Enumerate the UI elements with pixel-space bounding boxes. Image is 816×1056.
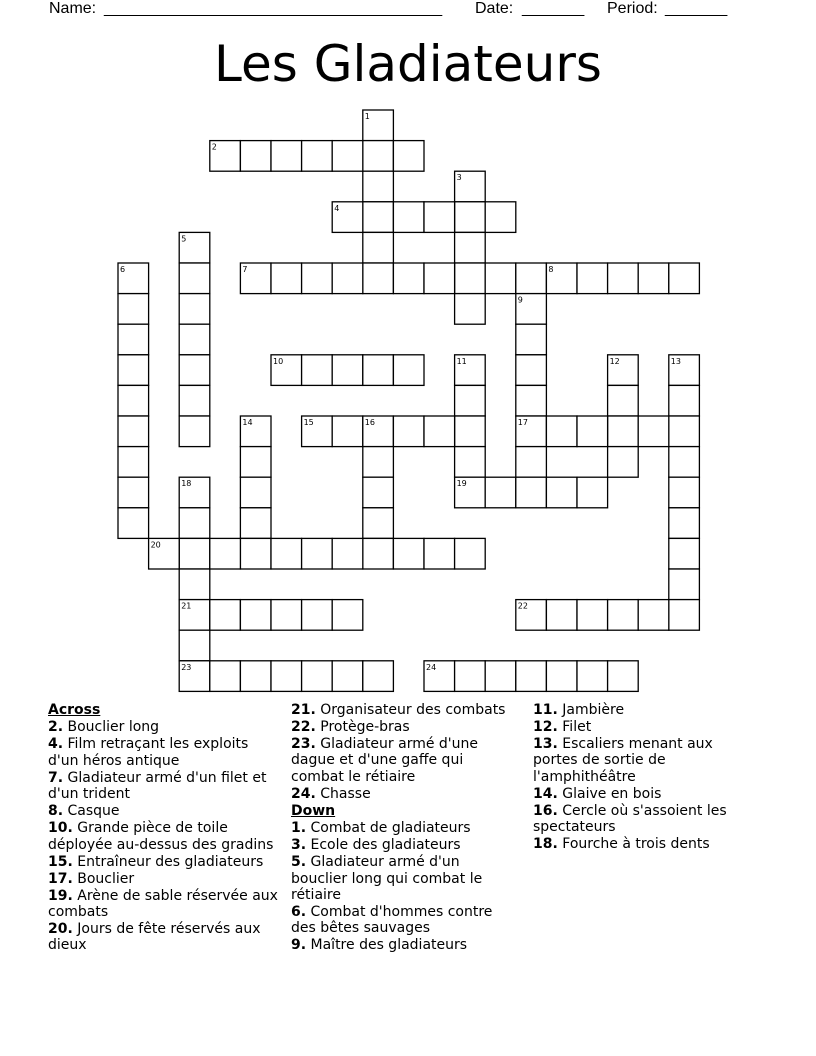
clue-item-text: Fourche à trois dents [562, 836, 710, 853]
down-heading: Down [291, 802, 336, 819]
grid-cell[interactable] [393, 202, 424, 233]
clue-item-number: 6. [291, 904, 307, 921]
grid-cell[interactable] [577, 263, 608, 294]
clue-item [533, 702, 743, 718]
clue-number: 13 [670, 356, 681, 366]
grid-cell[interactable] [363, 355, 394, 386]
clue-item [291, 904, 519, 937]
down-clue-list-continued [533, 702, 743, 853]
clue-item [48, 770, 280, 803]
clue-item-text: Casque [67, 803, 120, 820]
grid-cell[interactable] [393, 263, 424, 294]
grid-cell[interactable] [455, 232, 486, 263]
grid-cell[interactable] [118, 447, 149, 478]
clue-item-number: 19. [48, 887, 73, 904]
clue-number: 14 [242, 418, 253, 427]
clue-number: 5 [181, 234, 187, 244]
grid-cell[interactable] [455, 447, 486, 478]
grid-cell[interactable] [179, 508, 210, 539]
grid-cell[interactable] [455, 661, 486, 692]
clue-number: 19 [456, 479, 467, 489]
clue-item-number: 1. [291, 820, 307, 837]
clue-number: 4 [334, 203, 340, 213]
grid-cell[interactable] [455, 385, 486, 416]
across-clue-list [48, 719, 280, 953]
clue-item-text: Cercle où s'assoient les spectateurs [533, 802, 727, 836]
clue-item [291, 702, 519, 718]
grid-cell[interactable] [302, 141, 333, 172]
clue-item [533, 803, 743, 836]
grid-cell[interactable] [546, 661, 577, 692]
grid-cell[interactable] [516, 385, 547, 416]
clue-item-number: 16. [533, 802, 558, 819]
grid-cell[interactable] [118, 355, 149, 386]
grid-cell[interactable] [577, 477, 608, 508]
name-blank[interactable]: ______________________________________ [104, 0, 443, 17]
clue-number: 18 [181, 479, 192, 489]
name-label: Name: [49, 0, 97, 17]
grid-cell[interactable] [271, 600, 302, 631]
clue-item-number: 15. [48, 853, 73, 870]
grid-cell[interactable] [179, 355, 210, 386]
grid-cell[interactable] [577, 416, 608, 447]
clue-item-number: 10. [48, 820, 73, 837]
across-heading: Across [48, 702, 101, 718]
grid-cell[interactable] [669, 508, 700, 539]
clue-item-text: Bouclier long [67, 719, 160, 736]
grid-cell[interactable] [332, 355, 363, 386]
grid-cell[interactable] [638, 416, 669, 447]
grid-cell[interactable] [332, 661, 363, 692]
clue-item [291, 786, 519, 802]
clue-item [48, 803, 280, 819]
grid-cell[interactable] [240, 141, 271, 172]
clue-number: 12 [609, 356, 620, 366]
clue-item [48, 736, 280, 769]
clue-item-number: 4. [48, 736, 64, 753]
grid-cell[interactable] [179, 263, 210, 294]
grid-cell[interactable] [608, 263, 639, 294]
clue-number: 23 [181, 662, 192, 672]
grid-cell[interactable] [455, 538, 486, 569]
date-blank[interactable]: _______ [522, 0, 585, 17]
clue-item [291, 854, 519, 903]
grid-cell[interactable] [363, 141, 394, 172]
grid-cell[interactable] [302, 538, 333, 569]
clue-item [48, 921, 280, 954]
grid-cell[interactable] [485, 661, 516, 692]
clue-item-text: Combat de gladiateurs [310, 820, 471, 837]
period-blank[interactable]: _______ [665, 0, 728, 17]
clue-number: 16 [364, 418, 375, 427]
clue-number: 6 [120, 265, 126, 274]
clue-number: 11 [456, 356, 467, 366]
grid-cell[interactable] [179, 569, 210, 600]
grid-cell[interactable] [302, 355, 333, 386]
clue-number: 9 [517, 295, 523, 305]
clue-item-text: Organisateur des combats [320, 702, 506, 718]
grid-cell[interactable] [118, 477, 149, 508]
clue-item-number: 8. [48, 803, 64, 820]
grid-cell[interactable] [608, 661, 639, 692]
clue-item-text: Gladiateur armé d'une dague et d'une gaffe qui combat le rétiaire [291, 736, 479, 785]
grid-cell[interactable] [608, 600, 639, 631]
grid-cell[interactable] [332, 538, 363, 569]
grid-cell[interactable] [638, 600, 669, 631]
clue-item [533, 836, 743, 852]
grid-cell[interactable] [363, 447, 394, 478]
clue-number: 22 [517, 601, 528, 611]
clue-item-number: 11. [533, 702, 558, 718]
clue-item-number: 13. [533, 736, 558, 752]
grid-cell[interactable] [332, 600, 363, 631]
clue-number: 8 [548, 265, 554, 274]
grid-cell[interactable] [271, 263, 302, 294]
grid-cell[interactable] [363, 508, 394, 539]
grid-cell[interactable] [669, 385, 700, 416]
clue-item [48, 820, 280, 853]
grid-cell[interactable] [302, 263, 333, 294]
clue-item-text: Glaive en bois [562, 785, 662, 802]
period-label: Period: [607, 0, 658, 17]
grid-cell[interactable] [302, 600, 333, 631]
grid-cell[interactable] [240, 447, 271, 478]
clue-item-number: 21. [291, 702, 316, 718]
grid-cell[interactable] [363, 202, 394, 233]
clue-item-text: Protège-bras [320, 719, 410, 735]
grid-cell[interactable] [240, 600, 271, 631]
grid-cell[interactable] [179, 324, 210, 355]
grid-cell[interactable] [118, 508, 149, 539]
grid-cell[interactable] [455, 263, 486, 294]
clue-item-number: 5. [291, 854, 307, 871]
grid-cell[interactable] [179, 416, 210, 447]
grid-cell[interactable] [393, 538, 424, 569]
clue-item-text: Gladiateur armé d'un filet et d'un trident [48, 769, 267, 803]
grid-cell[interactable] [363, 263, 394, 294]
grid-cell[interactable] [669, 416, 700, 447]
clue-item-number: 9. [291, 937, 307, 954]
page-title: Les Gladiateurs [214, 35, 602, 93]
clue-item-text: Gladiateur armé d'un bouclier long qui combat le rétiaire [291, 854, 483, 904]
clue-number: 20 [150, 540, 161, 550]
clue-number: 24 [426, 662, 437, 672]
grid-cell[interactable] [608, 385, 639, 416]
grid-cell[interactable] [393, 141, 424, 172]
grid-cell[interactable] [546, 600, 577, 631]
clue-item-text: Grande pièce de toile déployée au-dessus des gradins [48, 820, 274, 853]
grid-cell[interactable] [240, 538, 271, 569]
grid-cell[interactable] [669, 538, 700, 569]
clues-column-3 [533, 702, 743, 853]
grid-cell[interactable] [363, 171, 394, 202]
clue-item-number: 24. [291, 785, 316, 802]
grid-cell[interactable] [210, 600, 241, 631]
clue-item-text: Film retraçant les exploits d'un héros antique [48, 736, 249, 769]
grid-cell[interactable] [424, 202, 455, 233]
clue-item [291, 820, 519, 836]
clue-number: 15 [303, 418, 314, 427]
grid-cell[interactable] [577, 600, 608, 631]
grid-cell[interactable] [271, 141, 302, 172]
grid-cell[interactable] [608, 416, 639, 447]
clue-item-number: 2. [48, 719, 64, 736]
clue-item [533, 736, 743, 785]
grid-cell[interactable] [363, 232, 394, 263]
grid-cell[interactable] [455, 202, 486, 233]
clue-item-text: Entraîneur des gladiateurs [77, 853, 264, 870]
grid-cell[interactable] [485, 263, 516, 294]
clue-item-text: Arène de sable réservée aux combats [48, 887, 278, 921]
clue-number: 3 [456, 173, 462, 183]
clue-item-number: 23. [291, 736, 316, 752]
clue-item [48, 719, 280, 735]
clue-number: 1 [364, 112, 370, 121]
grid-cell[interactable] [240, 477, 271, 508]
grid-cell[interactable] [638, 263, 669, 294]
grid-cell[interactable] [271, 538, 302, 569]
clue-item-number: 7. [48, 769, 64, 786]
grid-cell[interactable] [393, 416, 424, 447]
grid-cell[interactable] [424, 416, 455, 447]
clue-item-number: 22. [291, 719, 316, 735]
clue-number: 2 [211, 142, 217, 152]
clue-item-text: Bouclier [77, 870, 135, 887]
grid-cell[interactable] [669, 600, 700, 631]
across-clue-list-continued [291, 702, 519, 802]
clue-item [48, 871, 280, 887]
grid-cell[interactable] [516, 661, 547, 692]
grid-cell[interactable] [363, 538, 394, 569]
grid-cell[interactable] [179, 385, 210, 416]
clue-number: 10 [273, 356, 284, 366]
date-label: Date: [475, 0, 514, 17]
grid-cell[interactable] [669, 477, 700, 508]
grid-cell[interactable] [516, 447, 547, 478]
grid-cell[interactable] [546, 477, 577, 508]
down-clue-list [291, 820, 519, 954]
grid-cell[interactable] [546, 416, 577, 447]
clue-number: 17 [517, 418, 528, 427]
clue-item-text: Combat d'hommes contre des bêtes sauvages [291, 904, 493, 937]
grid-cell[interactable] [332, 263, 363, 294]
clue-item [291, 736, 519, 785]
grid-cell[interactable] [240, 661, 271, 692]
grid-cell[interactable] [118, 416, 149, 447]
clue-item-text: Chasse [320, 785, 371, 802]
grid-cell[interactable] [516, 477, 547, 508]
clue-item-number: 12. [533, 719, 558, 735]
grid-cell[interactable] [118, 294, 149, 325]
grid-cell[interactable] [669, 263, 700, 294]
grid-cell[interactable] [210, 538, 241, 569]
grid-cell[interactable] [179, 538, 210, 569]
clue-item [291, 837, 519, 853]
grid-cell[interactable] [179, 630, 210, 661]
clue-item-text: Maître des gladiateurs [310, 937, 468, 954]
grid-cell[interactable] [669, 447, 700, 478]
grid-cell[interactable] [485, 202, 516, 233]
clue-item [533, 786, 743, 802]
clue-item-number: 18. [533, 836, 558, 853]
clue-item [291, 719, 519, 735]
grid-cell[interactable] [118, 385, 149, 416]
clue-item-number: 20. [48, 921, 73, 938]
grid-cell[interactable] [608, 447, 639, 478]
clue-item-text: Jours de fête réservés aux dieux [48, 921, 261, 954]
clues-column-2 [291, 702, 519, 954]
clue-item-text: Jambière [562, 702, 625, 718]
grid-cell[interactable] [332, 141, 363, 172]
grid-cell[interactable] [118, 324, 149, 355]
grid-cell[interactable] [455, 294, 486, 325]
grid-cell[interactable] [271, 661, 302, 692]
clue-item-number: 17. [48, 870, 73, 887]
clue-item [291, 937, 519, 953]
grid-cell[interactable] [485, 477, 516, 508]
clue-number: 7 [242, 265, 248, 274]
grid-cell[interactable] [393, 355, 424, 386]
clue-item-number: 3. [291, 837, 307, 854]
grid-cell[interactable] [516, 324, 547, 355]
grid-cell[interactable] [210, 661, 241, 692]
grid-cell[interactable] [424, 538, 455, 569]
grid-cell[interactable] [424, 263, 455, 294]
clue-item [48, 888, 280, 921]
clue-item-number: 14. [533, 785, 558, 802]
grid-cell[interactable] [669, 569, 700, 600]
grid-cell[interactable] [302, 661, 333, 692]
grid-cell[interactable] [577, 661, 608, 692]
grid-cell[interactable] [516, 263, 547, 294]
grid-cell[interactable] [363, 477, 394, 508]
clue-item [533, 719, 743, 735]
grid-cell[interactable] [516, 355, 547, 386]
grid-cell[interactable] [455, 416, 486, 447]
clues-column-1 [48, 702, 280, 954]
grid-cell[interactable] [363, 661, 394, 692]
clue-item [48, 854, 280, 870]
grid-cell[interactable] [179, 294, 210, 325]
clue-item-text: Filet [562, 719, 592, 735]
grid-cell[interactable] [332, 416, 363, 447]
clue-number: 21 [181, 601, 192, 611]
clue-item-text: Ecole des gladiateurs [310, 837, 461, 854]
grid-cell[interactable] [240, 508, 271, 539]
clue-item-text: Escaliers menant aux portes de sortie de l'amphithéâtre [533, 736, 713, 785]
